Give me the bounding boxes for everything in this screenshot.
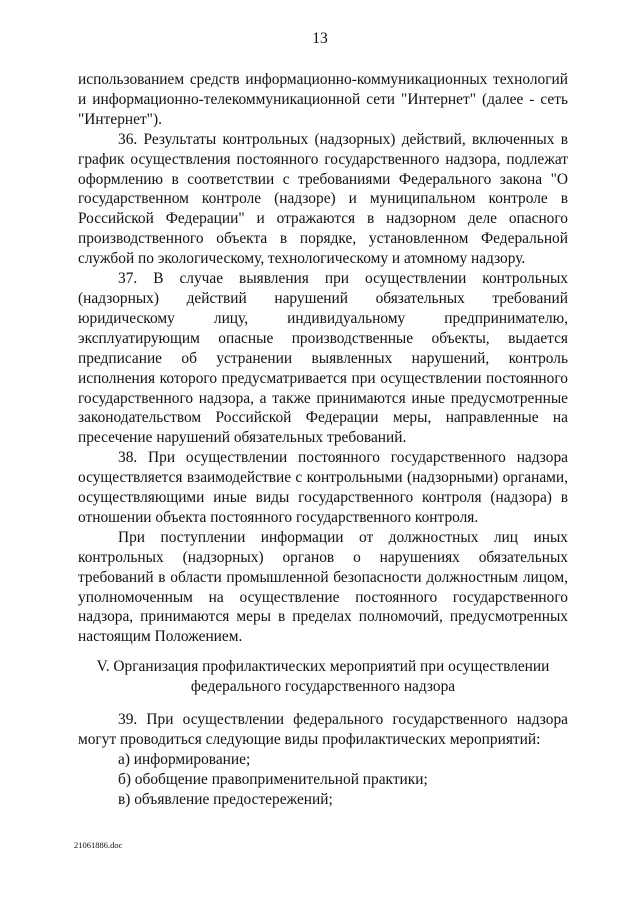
paragraph-continuation: использованием средств информационно-коммуникационных технологий и информационно-телекоммуникационной сети "Интернет" (далее - сеть "Интернет"). [78, 71, 568, 128]
paragraph-37: 37. В случае выявления при осуществлении контрольных (надзорных) действий нарушений обязательных требований юридическому лицу, индивидуальному предпринимателю, эксплуатирующим опасные производственные объекты, выдается предписание об устранении выявленных нарушений, контроль исполнения которого предусматривается при осуществлении постоянного государственного надзора, а также принимаются иные предусмотренные законодательством Российской Федерации меры, направленные на пресечение нарушений обязательных требований. [78, 270, 568, 447]
page-number: 13 [312, 30, 328, 47]
paragraph-38: 38. При осуществлении постоянного государственного надзора осуществляется взаимодействие с контрольными (надзорными) органами, осуществляющими иные виды государственного контроля (надзора) в отношении объекта постоянного государственного контроля. [78, 449, 568, 526]
paragraph-38-continuation: При поступлении информации от должностных лиц иных контрольных (надзорных) органов о нарушениях обязательных требований в области промышленной безопасности должностным лицом, уполномоченным на осуществление постоянного государственного надзора, принимаются меры в пределах полномочий, предусмотренных настоящим Положением. [78, 528, 568, 646]
file-name-footer: 21061886.doc [74, 840, 123, 850]
list-item: б) обобщение правоприменительной практики; [118, 770, 428, 788]
paragraph-36: 36. Результаты контрольных (надзорных) действий, включенных в график осуществления постоянного государственного надзора, подлежат оформлению в соответствии с требованиями Федерального закона "О государственном контроле (надзоре) и муниципальном контроле в Российской Федерации" и отражаются в надзорном деле опасного производственного объекта в порядке, установленном Федеральной службой по экологическому, технологическому и атомному надзору. [78, 130, 568, 268]
list-item: в) объявление предостережений; [118, 790, 333, 808]
section-heading-line-2: федерального государственного надзора [190, 678, 456, 696]
section-heading [78, 657, 568, 697]
section-heading-line-1: V. Организация профилактических мероприятий при осуществлении [96, 658, 550, 676]
document-body [78, 70, 568, 810]
paragraph-39: 39. При осуществлении федерального государственного надзора могут проводиться следующие виды профилактических мероприятий: [78, 711, 568, 748]
list-item: а) информирование; [118, 750, 251, 768]
